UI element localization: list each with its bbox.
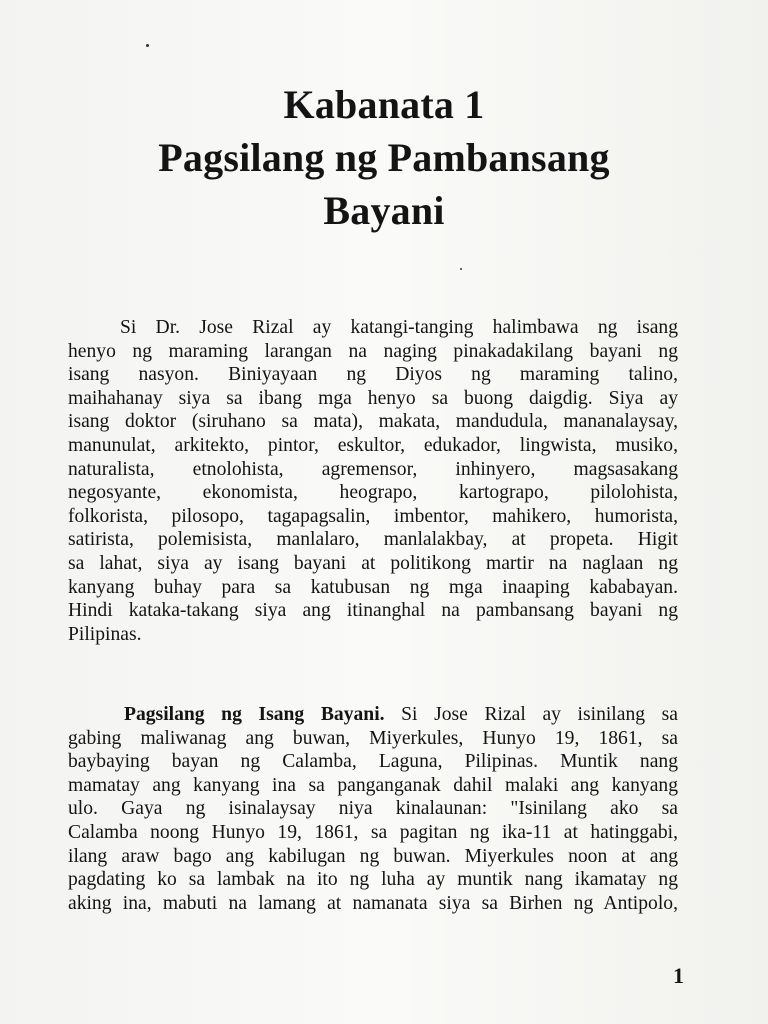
paragraph-line: kanyang buhay para sa katubusan ng mga inaaping kababayan. (68, 576, 678, 598)
paragraph-line: baybaying bayan ng Calamba, Laguna, Pilipinas. Muntik nang (68, 751, 678, 773)
paragraph-line: isang nasyon. Biniyayaan ng Diyos ng maraming talino, (68, 364, 678, 386)
paragraph-line: satirista, polemisista, manlalaro, manlalakbay, at propeta. Higit (68, 529, 678, 551)
paragraph-line: pagdating ko sa lambak na ito ng luha ay muntik nang ikamatay ng (68, 869, 678, 891)
paragraph-line: negosyante, ekonomista, heograpo, kartograpo, pilolohista, (68, 482, 678, 504)
paragraph-line: ulo. Gaya ng isinalaysay niya kinalaunan: "Isinilang ako sa (68, 798, 678, 820)
paragraph-line: mamatay ang kanyang ina sa panganganak dahil malaki ang kanyang (68, 774, 678, 796)
paragraph-line: folkorista, pilosopo, tagapagsalin, imbentor, mahikero, humorista, (68, 505, 678, 527)
paragraph-line: Calamba noong Hunyo 19, 1861, sa pagitan ng ika-11 at hatinggabi, (68, 821, 678, 843)
paragraph-line: ilang araw bago ang kabilugan ng buwan. Miyerkules noon at ang (68, 845, 678, 867)
paragraph-intro (68, 316, 678, 646)
paragraph-line: gabing maliwanag ang buwan, Miyerkules, Hunyo 19, 1861, sa (68, 727, 678, 749)
chapter-label: Kabanata 1 (283, 82, 485, 127)
paragraph-line: Si Dr. Jose Rizal ay katangi-tanging halimbawa ng isang (120, 317, 678, 338)
chapter-heading (0, 78, 768, 237)
paragraph-line-rest: Si Jose Rizal ay isinilang sa (384, 704, 678, 725)
chapter-title-line-2: Bayani (323, 188, 445, 233)
paragraph-line: henyo ng maraming larangan na naging pinakadakilang bayani ng (68, 340, 678, 362)
paragraph-birth (68, 703, 678, 915)
page-number: 1 (673, 963, 684, 988)
paragraph-line: Hindi kataka-takang siya ang itinanghal na pambansang bayani ng (68, 600, 678, 622)
scan-speck (146, 44, 149, 47)
paragraph-line: Pilipinas. (68, 623, 142, 645)
paragraph-line: isang doktor (siruhano sa mata), makata, mandudula, mananalaysay, (68, 411, 678, 433)
paragraph-first-line (68, 703, 678, 727)
paragraph-line: manunulat, arkitekto, pintor, eskultor, edukador, lingwista, musiko, (68, 434, 678, 456)
run-in-heading: Pagsilang ng Isang Bayani. (124, 704, 385, 725)
paragraph-line: aking ina, mabuti na lamang at namanata siya sa Birhen ng Antipolo, (68, 892, 678, 914)
paragraph-line: maihahanay siya sa ibang mga henyo sa buong daigdig. Siya ay (68, 387, 678, 409)
paragraph-line: naturalista, etnolohista, agremensor, inhinyero, magsasakang (68, 458, 678, 480)
scan-speck (460, 268, 462, 270)
chapter-title-line-1: Pagsilang ng Pambansang (158, 135, 610, 180)
paragraph-line: sa lahat, siya ay isang bayani at politikong martir na naglaan ng (68, 552, 678, 574)
